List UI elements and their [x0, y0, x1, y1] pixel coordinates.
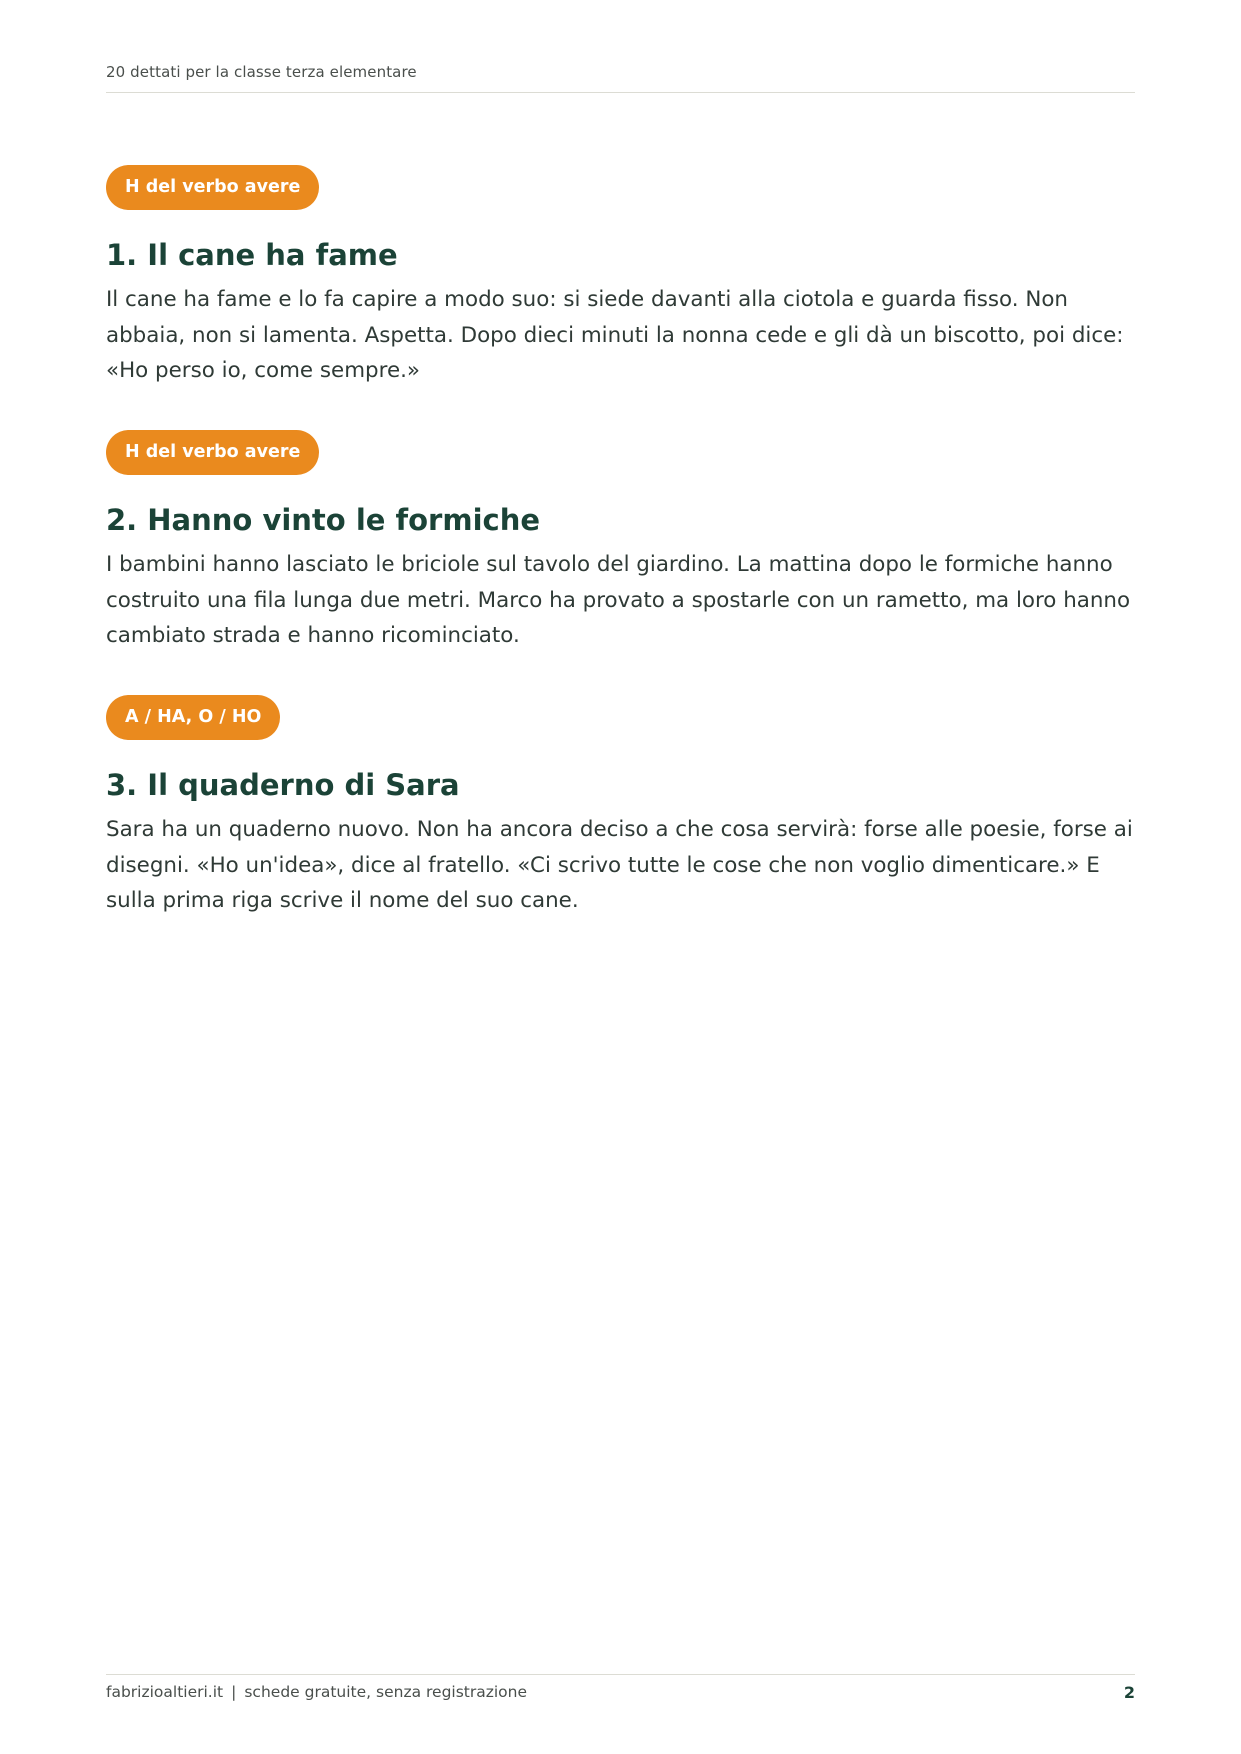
footer-site-link[interactable]: fabrizioaltieri.it: [106, 1683, 224, 1701]
dictation-title: 2. Hanno vinto le formiche: [106, 503, 541, 537]
page-header: [106, 60, 1135, 93]
footer-info: [106, 1683, 527, 1701]
page-footer: [106, 1674, 1135, 1715]
footer-tagline: schede gratuite, senza registrazione: [244, 1683, 528, 1701]
topic-badge: H del verbo avere: [106, 430, 319, 475]
page-number: 2: [1123, 1683, 1135, 1702]
dictation-text: Sara ha un quaderno nuovo. Non ha ancora deciso a che cosa servirà: forse alle poesie, forse ai disegni. «Ho un'idea», dice al fratello. «Ci scrivo tutte le cose che non voglio dimenticare.» E sulla prima riga scrive il nome del suo cane.: [106, 817, 1133, 913]
dictation-title: 3. Il quaderno di Sara: [106, 768, 460, 802]
topic-badge: A / HA, O / HO: [106, 695, 280, 740]
dictation-section-3: [106, 695, 1135, 919]
topic-badge: H del verbo avere: [106, 165, 319, 210]
header-title: 20 dettati per la classe terza elementare: [106, 63, 417, 81]
dictation-text: Il cane ha fame e lo fa capire a modo suo: si siede davanti alla ciotola e guarda fisso. Non abbaia, non si lamenta. Aspetta. Dopo dieci minuti la nonna cede e gli dà un biscotto, poi dice: «Ho perso io, come sempre.»: [106, 287, 1124, 383]
dictation-section-1: [106, 165, 1135, 389]
footer-separator: |: [231, 1683, 237, 1701]
dictation-section-2: [106, 430, 1135, 654]
dictation-text: I bambini hanno lasciato le briciole sul tavolo del giardino. La mattina dopo le formiche hanno costruito una fila lunga due metri. Marco ha provato a spostarle con un rametto, ma loro hanno cambiato strada e hanno ricominciato.: [106, 552, 1131, 648]
document-page: [106, 0, 1135, 1754]
dictation-title: 1. Il cane ha fame: [106, 238, 398, 272]
